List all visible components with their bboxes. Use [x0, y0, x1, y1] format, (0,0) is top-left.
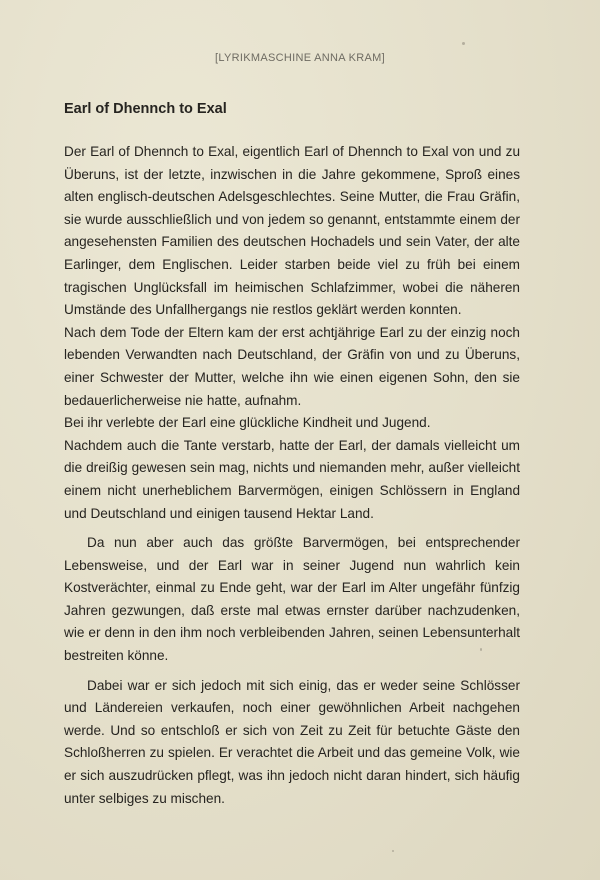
paragraph-5: Da nun aber auch das größte Barvermögen, bei entsprechender Lebensweise, und der Earl war in seiner Jugend nun wahrlich kein Kostverächter, einmal zu Ende geht, war der Earl im Alter ungefähr fünfzig Jahren gezwungen, daß erste mal etwas ernster darüber nachzudenken, wie er denn in den ihm noch verbleibenden Jahren, seinen Lebensunterhalt bestreiten könne. [64, 535, 520, 664]
paragraph-3: Bei ihr verlebte der Earl eine glückliche Kindheit und Jugend. [64, 415, 431, 431]
paper-speck [480, 648, 482, 651]
paragraph-6: Dabei war er sich jedoch mit sich einig, das er weder seine Schlösser und Ländereien verkaufen, noch einer gewöhnlichen Arbeit nachgehen werde. Und so entschloß er sich von Zeit zu Zeit für betuchte Gäste den Schloßherren zu spielen. Er verachtet die Arbeit und das gemeine Volk, wie er sich auszudrücken pflegt, was ihn jedoch nicht daran hindert, sich häufig unter selbiges zu mischen. [64, 677, 520, 806]
paper-speck [392, 850, 394, 852]
chapter-title: Earl of Dhennch to Exal [64, 101, 227, 117]
running-header: [LYRIKMASCHINE ANNA KRAM] [215, 52, 385, 64]
paper-speck [462, 42, 465, 45]
paragraph-2: Nach dem Tode der Eltern kam der erst achtjährige Earl zu der einzig noch lebenden Verwandten nach Deutschland, der Gräfin von und zu Überuns, einer Schwester der Mutter, welche ihn wie einen eigenen Sohn, den sie bedauerlicherweise nie hatte, aufnahm. [64, 324, 520, 408]
paragraph-4: Nachdem auch die Tante verstarb, hatte der Earl, der damals vielleicht um die dreißig gewesen sein mag, nichts und niemanden mehr, außer vielleicht einem nicht unerheblichem Barvermögen, einigen Schlössern in England und Deutschland und einigen tausend Hektar Land. [64, 437, 520, 521]
paragraph-1: Der Earl of Dhennch to Exal, eigentlich Earl of Dhennch to Exal von und zu Überuns, ist der letzte, inzwischen in die Jahre gekommene, Sproß eines alten englisch-deutschen Adelsgeschlechtes. Seine Mutter, die Frau Gräfin, sie wurde ausschließlich und von jedem so genannt, entstammte einem der angesehensten Familien des deutschen Hochadels und sein Vater, der alte Earlinger, dem Englischen. Leider starben beide viel zu früh bei einem tragischen Unglücksfall im heimischen Schlafzimmer, wobei die näheren Umstände des Unfallhergangs nie restlos geklärt werden konnten. [64, 144, 520, 318]
body-text [64, 141, 520, 810]
